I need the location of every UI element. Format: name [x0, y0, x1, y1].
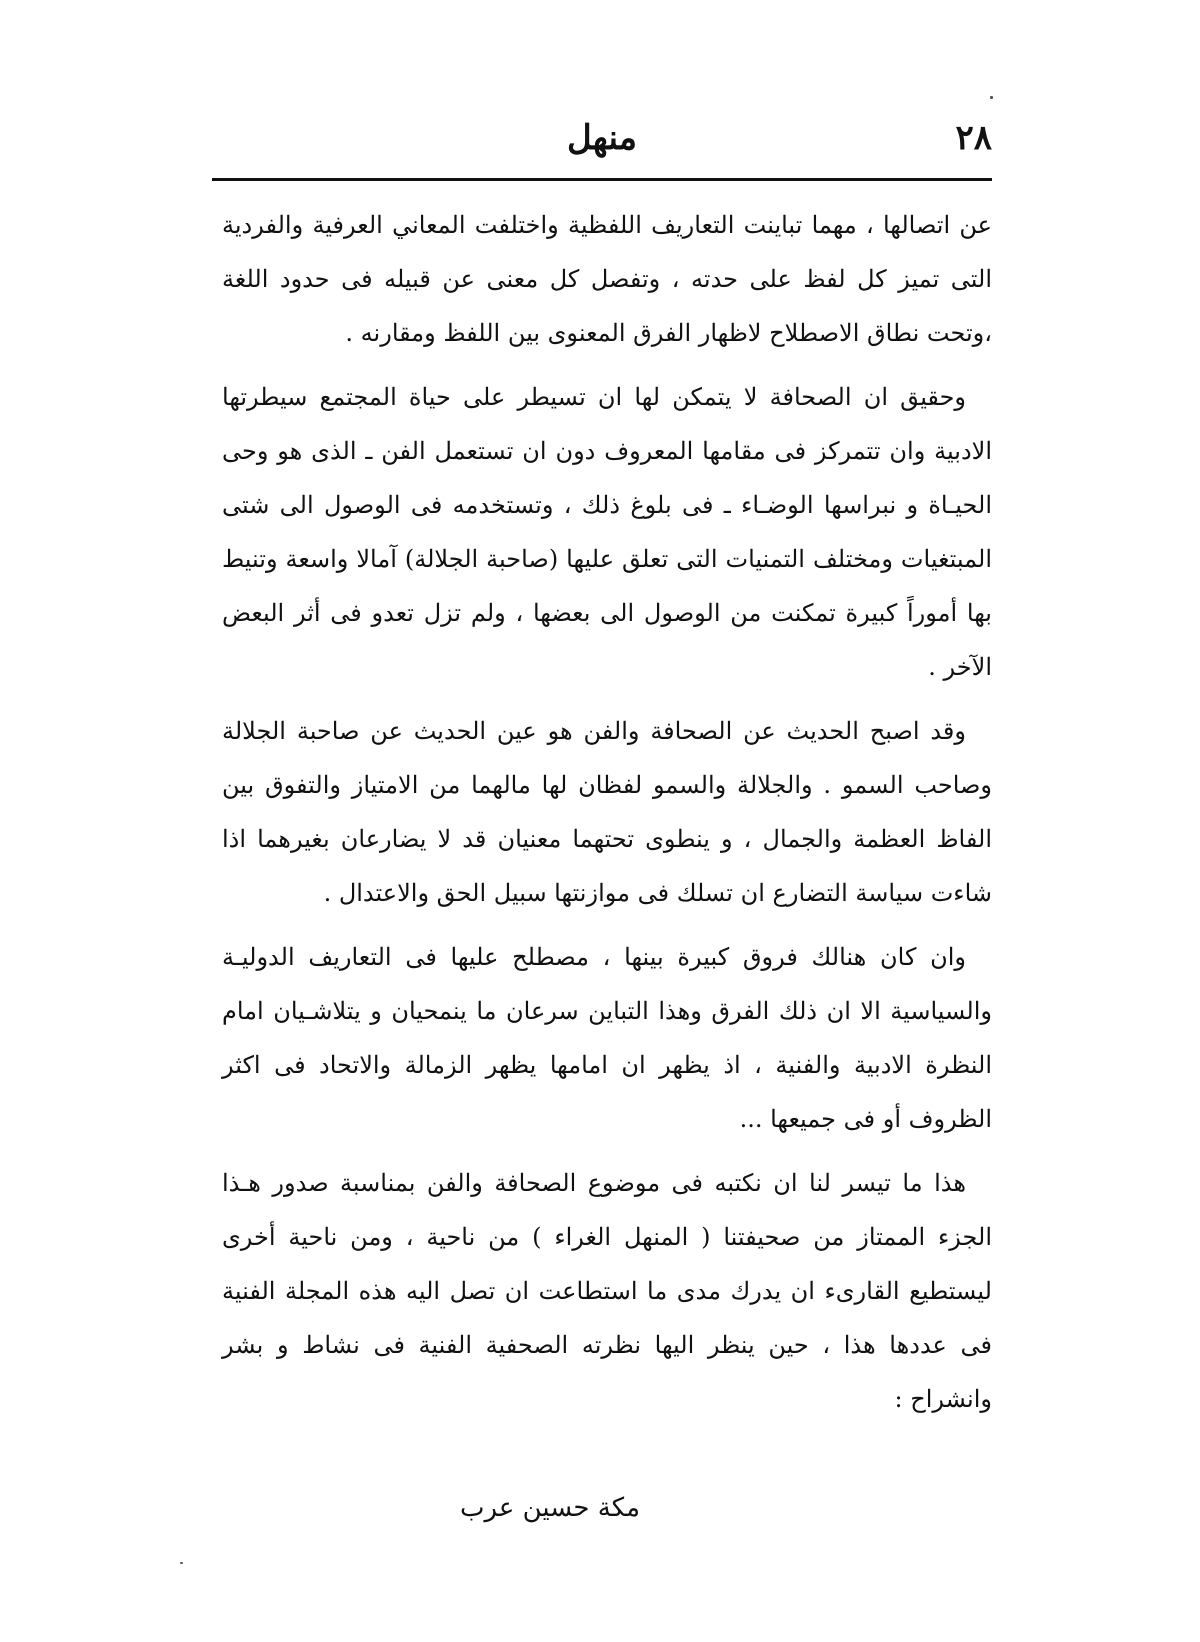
paragraph-4: وان كان هنالك فروق كبيرة بينها ، مصطلح عليها فى التعاريف الدوليـة والسياسية الا ان ذلك الفرق وهذا التباين سرعان ما ينمحيان و يتلاشـيان امام النظرة الادبية والفنية ، اذ يظهر ان امامها يظهر الزمالة والاتحاد فى اكثر الظروف أو فى جميعها ...	[222, 943, 992, 1133]
paragraph-3: وقد اصبح الحديث عن الصحافة والفن هو عين الحديث عن صاحبة الجلالة وصاحب السمو . والجلالة والسمو لفظان لها مالهما من الامتياز والتفوق بين الفاظ العظمة والجمال ، و ينطوى تحتهما معنيان قد لا يضارعان بغيرهما اذا شاءت سياسة التضارع ان تسلك فى موازنتها سبيل الحق والاعتدال .	[222, 717, 992, 907]
page-number: ٢٨	[955, 118, 992, 158]
paragraph-1: عن اتصالها ، مهما تباينت التعاريف اللفظية واختلفت المعاني العرفية والفردية التى تميز كل لفظ على حدته ، وتفصل كل معنى عن قبيله فى حدود اللغة ،وتحت نطاق الاصطلاح لاظهار الفرق المعنوى بين اللفظ ومقارنه .	[222, 211, 992, 347]
scan-speck	[990, 96, 993, 99]
scan-speck	[180, 1562, 183, 1564]
paragraph-2: وحقيق ان الصحافة لا يتمكن لها ان تسيطر على حياة المجتمع سيطرتها الادبية وان تتمركز فى مقامها المعروف دون ان تستعمل الفن ـ الذى هو وحى الحيـاة و نبراسها الوضـاء ـ فى بلوغ ذلك ، وتستخدمه فى الوصول الى شتى المبتغيات ومختلف التمنيات التى تعلق عليها (صاحبة الجلالة) آمالا واسعة وتنيط بها أموراً كبيرة تمكنت من الوصول الى بعضها ، ولم تزل تعدو فى أثر البعض الآخر .	[222, 383, 992, 681]
header-rule	[212, 178, 992, 181]
page-header	[212, 118, 992, 174]
author-signature: مكة حسين عرب	[460, 1493, 640, 1523]
article-body	[222, 198, 992, 1436]
running-title: منهل	[567, 118, 637, 158]
paragraph-5: هذا ما تيسر لنا ان نكتبه فى موضوع الصحافة والفن بمناسبة صدور هـذا الجزء الممتاز من صحيفتنا ( المنهل الغراء ) من ناحية ، ومن ناحية أخرى ليستطيع القارىء ان يدرك مدى ما استطاعت ان تصل اليه هذه المجلة الفنية فى عددها هذا ، حين ينظر اليها نظرته الصحفية الفنية فى نشاط و بشر وانشراح :	[222, 1169, 992, 1413]
